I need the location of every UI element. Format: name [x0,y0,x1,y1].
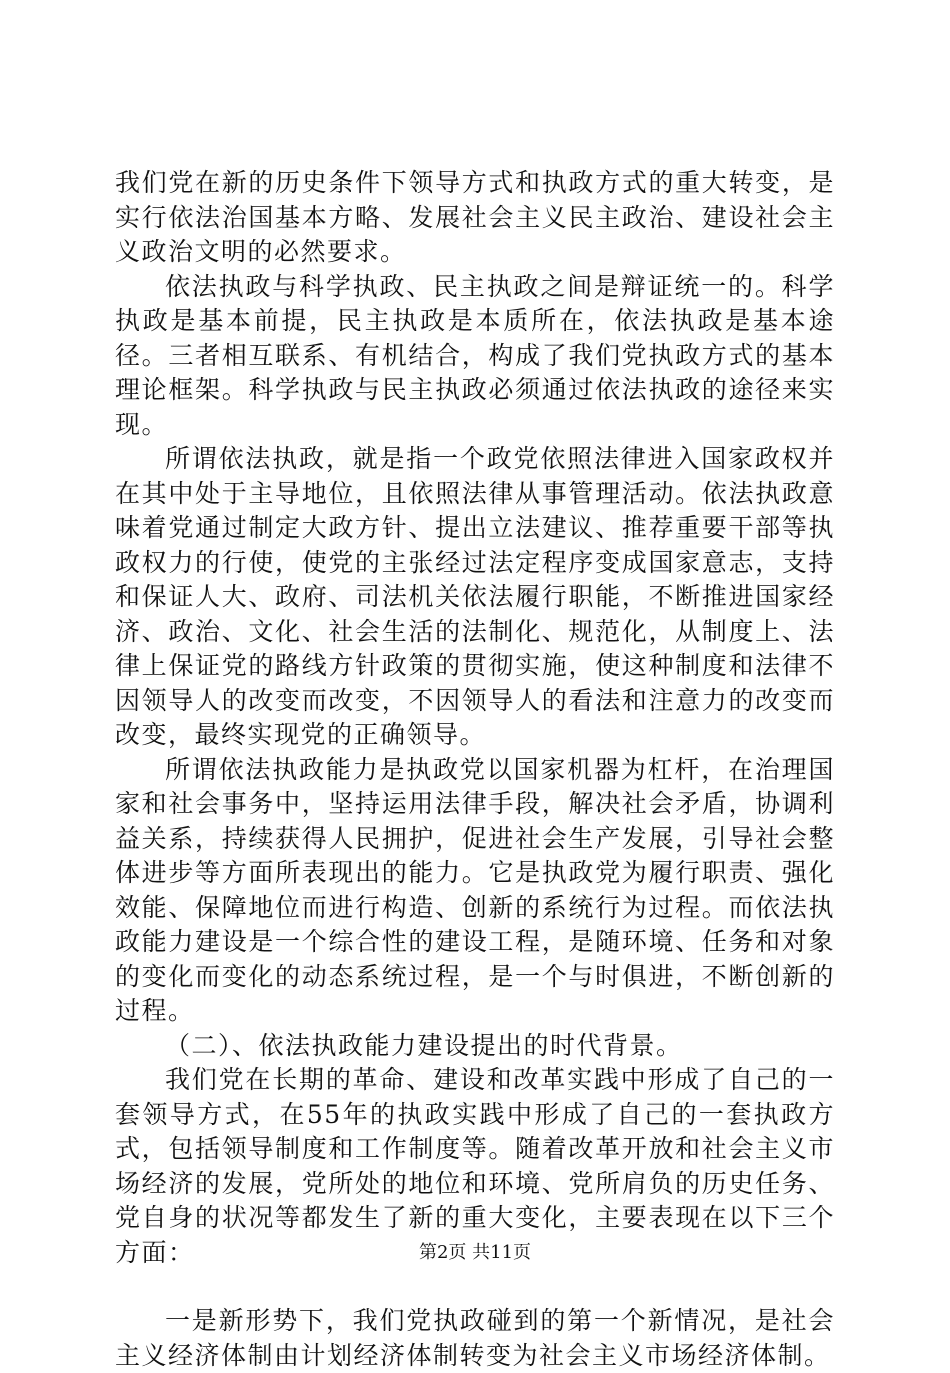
section-heading: （二）、依法执政能力建设提出的时代背景。 [165,1030,683,1060]
paragraph: 所谓依法执政能力是执政党以国家机器为杠杆，在治理国家和社会事务中，坚持运用法律手段，解决社会矛盾，协调利益关系，持续获得人民拥护，促进社会生产发展，引导社会整体进步等方面所表现出的能力。它是执政党为履行职责、强化效能、保障地位而进行构造、创新的系统行为过程。而依法执政能力建设是一个综合性的建设工程，是随环境、任务和对象的变化而变化的动态系统过程，是一个与时俱进，不断创新的过程。 [115,754,835,1025]
paragraph: 我们党在新的历史条件下领导方式和执政方式的重大转变，是实行依法治国基本方略、发展社会主义民主政治、建设社会主义政治文明的必然要求。 [115,168,835,266]
paragraph: 一是新形势下，我们党执政碰到的第一个新情况，是社会主义经济体制由计划经济体制转变为社会主义市场经济体制。 [115,1306,835,1370]
paragraph: 我们党在长期的革命、建设和改革实践中形成了自己的一套领导方式，在55年的执政实践中形成了自己的一套执政方式，包括领导制度和工作制度等。随着改革开放和社会主义市场经济的发展，党所处的地位和环境、党所肩负的历史任务、党自身的状况等都发生了新的重大变化，主要表现在以下三个方面： [115,1065,835,1267]
paragraph: 所谓依法执政，就是指一个政党依照法律进入国家政权并在其中处于主导地位，且依照法律从事管理活动。依法执政意味着党通过制定大政方针、提出立法建议、推荐重要干部等执政权力的行使，使党的主张经过法定程序变成国家意志，支持和保证人大、政府、司法机关依法履行职能，不断推进国家经济、政治、文化、社会生活的法制化、规范化，从制度上、法律上保证党的路线方针政策的贯彻实施，使这种制度和法律不因领导人的改变而改变，不因领导人的看法和注意力的改变而改变，最终实现党的正确领导。 [115,444,835,749]
paragraph-gap [115,1270,835,1304]
paragraph: 依法执政与科学执政、民主执政之间是辩证统一的。科学执政是基本前提，民主执政是本质所在，依法执政是基本途径。三者相互联系、有机结合，构成了我们党执政方式的基本理论框架。科学执政与民主执政必须通过依法执政的途径来实现。 [115,271,835,439]
page-number-footer: 第2页 共11页 [418,1242,532,1263]
document-body [115,166,835,1373]
